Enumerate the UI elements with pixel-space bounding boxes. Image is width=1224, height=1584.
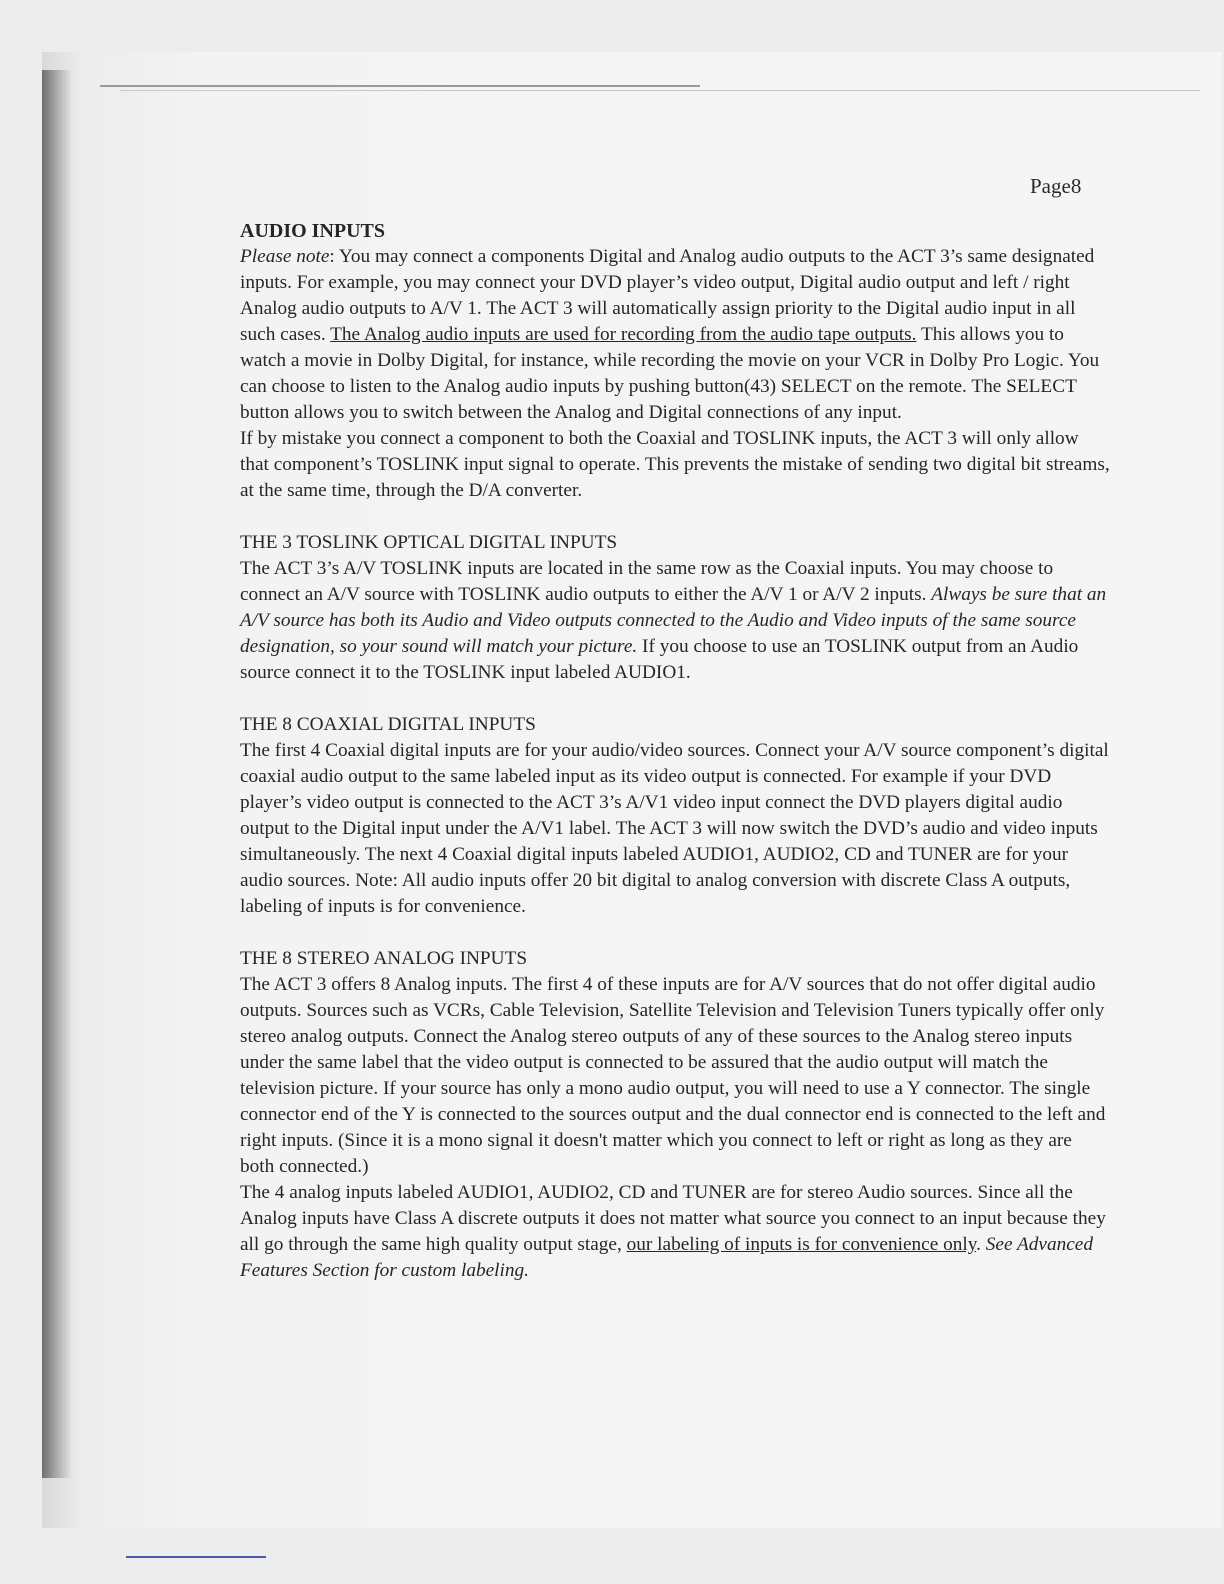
top-scan-line-secondary [120, 90, 1200, 91]
analog-text-1: The 4 analog inputs labeled AUDIO1, AUDIO2, CD and TUNER are for stereo Audio sources. Since all the Analog inputs have Class A discrete outputs it does not matter what source you connect to an input because they all go through the same high quality output stage, [240, 1182, 1106, 1255]
analog-paragraph-1: The ACT 3 offers 8 Analog inputs. The first 4 of these inputs are for A/V sources that do not offer digital audio outputs. Sources such as VCRs, Cable Television, Satellite Television and Television Tuners typically offer only stereo analog outputs. Connect the Analog stereo outputs of any of these sources to the Analog stereo inputs under the same label that the video output is connected to be assured that the audio output will match the television picture. If your source has only a mono audio output, you will need to use a Y connector. The single connector end of the Y is connected to the sources output and the dual connector end is connected to the left and right inputs. (Since it is a mono signal it doesn't matter which you connect to left or right as long as they are both connected.) [240, 974, 1106, 1177]
labeling-convenience-note: our labeling of inputs is for convenience only [626, 1234, 977, 1255]
toslink-text-1: The ACT 3’s A/V TOSLINK inputs are located in the same row as the Coaxial inputs. You may choose to connect an A/V source with TOSLINK audio outputs to either the A/V 1 or A/V 2 inputs. [240, 558, 1054, 605]
audio-inputs-section [240, 218, 1110, 504]
top-scan-line [100, 85, 700, 87]
bottom-scan-line [126, 1556, 266, 1558]
toslink-heading: THE 3 TOSLINK OPTICAL DIGITAL INPUTS [240, 532, 618, 553]
please-note-label: Please note [240, 246, 330, 267]
document-body [240, 218, 1110, 1284]
coaxial-section [240, 712, 1110, 920]
toslink-section [240, 530, 1110, 686]
toslink-text-2: If you choose to use an TOSLINK output from an Audio source connect it to the TOSLINK input labeled AUDIO1. [240, 636, 1079, 683]
toslink-italic-note: Always be sure that an A/V source has both its Audio and Video outputs connected to the Audio and Video inputs of the same source designation, so your sound will match your picture. [240, 584, 1107, 657]
analog-section [240, 946, 1110, 1284]
audio-inputs-paragraph-1 [240, 244, 1110, 426]
analog-heading: THE 8 STEREO ANALOG INPUTS [240, 948, 528, 969]
audio-inputs-heading: AUDIO INPUTS [240, 220, 386, 242]
custom-labeling-reference: See Advanced Features Section for custom labeling. [240, 1234, 1094, 1281]
analog-paragraph-2 [240, 1180, 1110, 1284]
audio-inputs-text-1: : You may connect a components Digital and Analog audio outputs to the ACT 3’s same designated inputs. For example, you may connect your DVD player’s video output, Digital audio output and left / right Analog audio outputs to A/V 1. The ACT 3 will automatically assign priority to the Digital audio input in all such cases. [240, 246, 1095, 345]
page-number: Page8 [1030, 174, 1082, 198]
coaxial-heading: THE 8 COAXIAL DIGITAL INPUTS [240, 714, 536, 735]
audio-inputs-paragraph-2: If by mistake you connect a component to both the Coaxial and TOSLINK inputs, the ACT 3 will only allow that component’s TOSLINK input signal to operate. This prevents the mistake of sending two digital bit streams, at the same time, through the D/A converter. [240, 428, 1110, 501]
analog-recording-note: The Analog audio inputs are used for recording from the audio tape outputs. [330, 324, 917, 345]
analog-text-2: . [976, 1234, 986, 1255]
toslink-paragraph [240, 556, 1110, 686]
audio-inputs-text-2: This allows you to watch a movie in Dolby Digital, for instance, while recording the movie on your VCR in Dolby Pro Logic. You can choose to listen to the Analog audio inputs by pushing button(43) SELECT on the remote. The SELECT button allows you to switch between the Analog and Digital connections of any input. [240, 324, 1100, 423]
coaxial-paragraph: The first 4 Coaxial digital inputs are for your audio/video sources. Connect your A/V source component’s digital coaxial audio output to the same labeled input as its video output is connected. For example if your DVD player’s video output is connected to the ACT 3’s A/V1 video input connect the DVD players digital audio output to the Digital input under the A/V1 label. The ACT 3 will now switch the DVD’s audio and video inputs simultaneously. The next 4 Coaxial digital inputs labeled AUDIO1, AUDIO2, CD and TUNER are for your audio sources. Note: All audio inputs offer 20 bit digital to analog conversion with discrete Class A outputs, labeling of inputs is for convenience. [240, 740, 1109, 917]
scan-edge-shadow [42, 70, 72, 1478]
